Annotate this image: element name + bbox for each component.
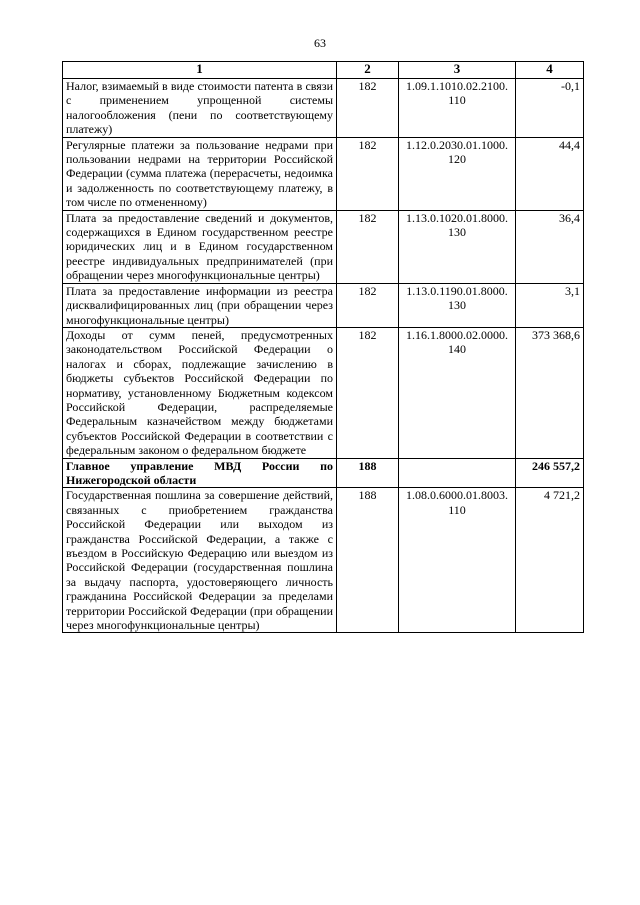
budget-classification-code: 1.16.1.8000.02.0000. 140 <box>399 327 516 458</box>
column-header-3: 3 <box>399 62 516 79</box>
revenue-name: Доходы от сумм пеней, предусмотренных законодательством Российской Федерации о налогах и сборах, подлежащие зачислению в бюджеты субъектов Российской Федерации по нормативу, установленному Бюджетным кодексом Российской Федерации, распределяемые Федеральным казначейством между бюджетами субъектов Российской Федерации в соответствии с федеральным законом о федеральном бюджете <box>63 327 337 458</box>
table-row <box>63 327 584 458</box>
table-row <box>63 210 584 283</box>
table-row <box>63 283 584 327</box>
budget-classification-code: 1.13.0.1020.01.8000. 130 <box>399 210 516 283</box>
revenue-name: Регулярные платежи за пользование недрами при пользовании недрами на территории Российской Федерации (сумма платежа (перерасчеты, недоимка и задолженность по соответствующему платежу, в том числе по отмененному) <box>63 137 337 210</box>
column-header-1: 1 <box>63 62 337 79</box>
budget-classification-code: 1.12.0.2030.01.1000. 120 <box>399 137 516 210</box>
table-row <box>63 488 584 633</box>
administrator-total-row <box>63 458 584 488</box>
revenue-name: Плата за предоставление информации из реестра дисквалифицированных лиц (при обращении через многофункциональные центры) <box>63 283 337 327</box>
admin-code: 188 <box>337 488 399 633</box>
administrator-name: Главное управление МВД России по Нижегородской области <box>63 458 337 488</box>
page-number: 63 <box>314 36 326 50</box>
budget-classification-code: 1.13.0.1190.01.8000. 130 <box>399 283 516 327</box>
admin-code: 182 <box>337 79 399 138</box>
table-row <box>63 137 584 210</box>
admin-code: 182 <box>337 210 399 283</box>
budget-classification-code: 1.09.1.1010.02.2100. 110 <box>399 79 516 138</box>
admin-code: 182 <box>337 137 399 210</box>
admin-code: 188 <box>337 458 399 488</box>
budget-classification-code: 1.08.0.6000.01.8003. 110 <box>399 488 516 633</box>
budget-revenue-table <box>62 61 584 633</box>
amount: 3,1 <box>516 283 584 327</box>
amount-total: 246 557,2 <box>516 458 584 488</box>
revenue-name: Плата за предоставление сведений и документов, содержащихся в Едином государственном реестре юридических лиц и в Едином государственном реестре индивидуальных предпринимателей (при обращении через многофункциональные центры) <box>63 210 337 283</box>
table-header-row <box>63 62 584 79</box>
amount: 36,4 <box>516 210 584 283</box>
amount: 44,4 <box>516 137 584 210</box>
admin-code: 182 <box>337 283 399 327</box>
amount: 373 368,6 <box>516 327 584 458</box>
admin-code: 182 <box>337 327 399 458</box>
amount: 4 721,2 <box>516 488 584 633</box>
column-header-2: 2 <box>337 62 399 79</box>
budget-classification-code <box>399 458 516 488</box>
revenue-name: Налог, взимаемый в виде стоимости патента в связи с применением упрощенной системы налогообложения (пени по соответствующему платежу) <box>63 79 337 138</box>
amount: -0,1 <box>516 79 584 138</box>
revenue-name: Государственная пошлина за совершение действий, связанных с приобретением гражданства Российской Федерации или выходом из гражданства Российской Федерации, а также с въездом в Российскую Федерацию или выездом из Российской Федерации (государственная пошлина за выдачу паспорта, удостоверяющего личность гражданина Российской Федерации за пределами территории Российской Федерации (при обращении через многофункциональные центры) <box>63 488 337 633</box>
table-row <box>63 79 584 138</box>
column-header-4: 4 <box>516 62 584 79</box>
